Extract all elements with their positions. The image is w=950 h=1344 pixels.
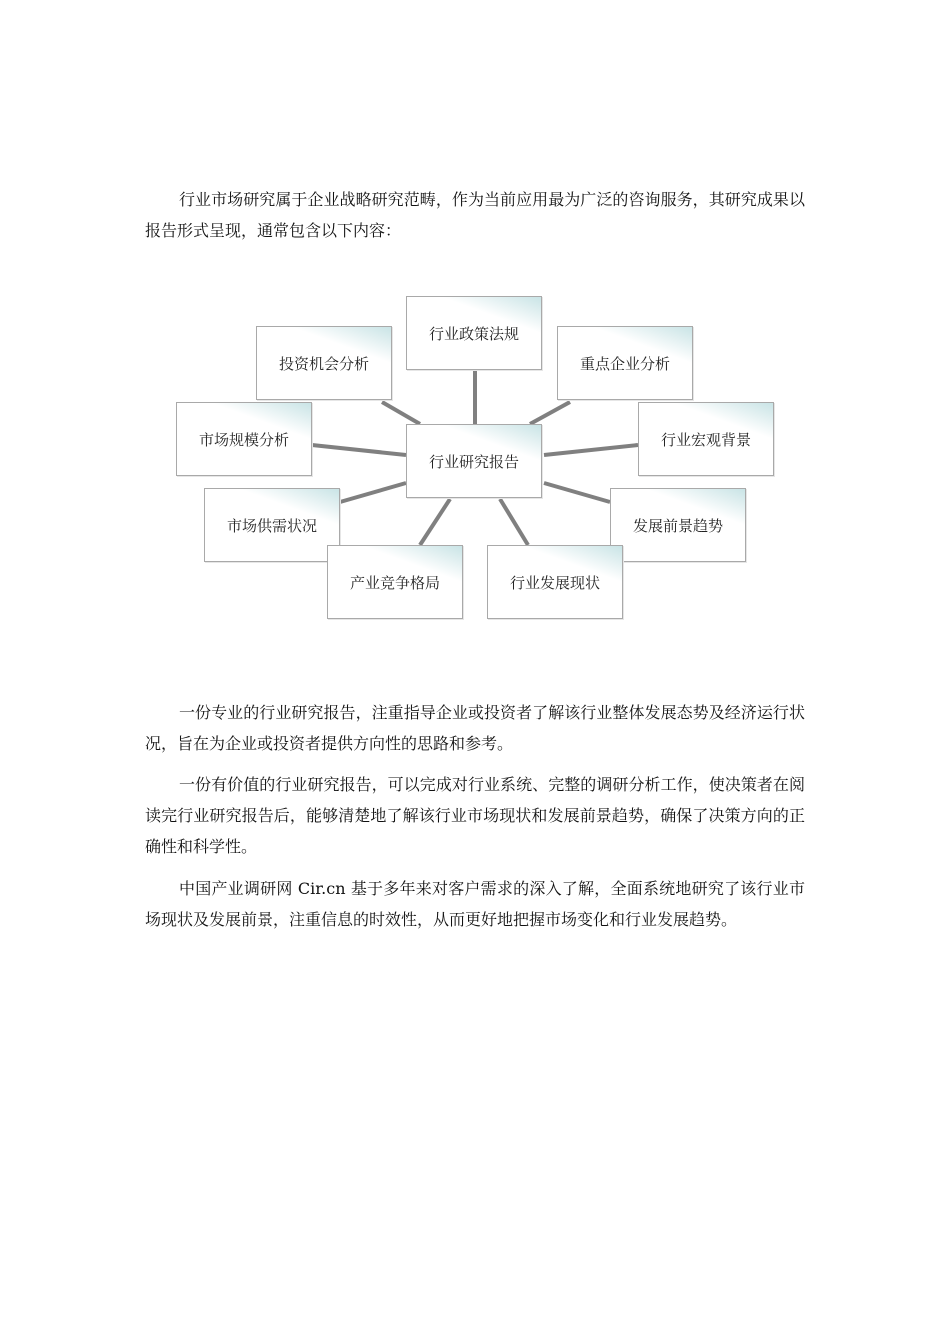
node-investment-opportunity [256,326,392,400]
node-supply-demand [204,488,340,562]
node-industry-competition [327,545,463,619]
intro-paragraph: 行业市场研究属于企业战略研究范畴，作为当前应用最为广泛的咨询服务，其研究成果以报告形式呈现，通常包含以下内容： [145,190,805,240]
node-label: 发展前景趋势 [632,516,723,535]
connector-macro [544,445,638,455]
connector-key-enterprise [530,402,570,424]
node-market-scale [176,402,312,476]
connector-competition [420,499,450,545]
node-label: 投资机会分析 [278,354,369,373]
node-key-enterprise [557,326,693,400]
node-label: 行业研究报告 [428,452,519,471]
connector-status [500,499,528,545]
connector-investment [382,402,420,424]
connector-prospect [544,483,610,502]
paragraph-valuable-report: 一份有价值的行业研究报告，可以完成对行业系统、完整的调研分析工作，使决策者在阅读完行业研究报告后，能够清楚地了解该行业市场现状和发展前景趋势，确保了决策方向的正确性和科学性。 [145,775,805,856]
connector-market-scale [312,445,406,455]
node-label: 市场供需状况 [226,516,317,535]
paragraph-cir-cn: 中国产业调研网 Cir.cn 基于多年来对客户需求的深入了解，全面系统地研究了该行业市场现状及发展前景，注重信息的时效性，从而更好地把握市场变化和行业发展趋势。 [145,879,805,929]
paragraph-professional-report: 一份专业的行业研究报告，注重指导企业或投资者了解该行业整体发展态势及经济运行状况，旨在为企业或投资者提供方向性的思路和参考。 [145,703,805,753]
node-label: 行业宏观背景 [660,430,751,449]
node-label: 重点企业分析 [579,354,670,373]
node-development-status [487,545,623,619]
node-industry-macro [638,402,774,476]
node-label: 产业竞争格局 [349,573,440,592]
node-label: 市场规模分析 [198,430,289,449]
node-center-report [406,424,542,498]
node-label: 行业政策法规 [428,324,519,343]
node-label: 行业发展现状 [509,573,600,592]
report-contents-diagram [170,290,780,630]
connector-supply-demand [340,483,406,502]
node-development-prospect [610,488,746,562]
node-industry-policy [406,296,542,370]
